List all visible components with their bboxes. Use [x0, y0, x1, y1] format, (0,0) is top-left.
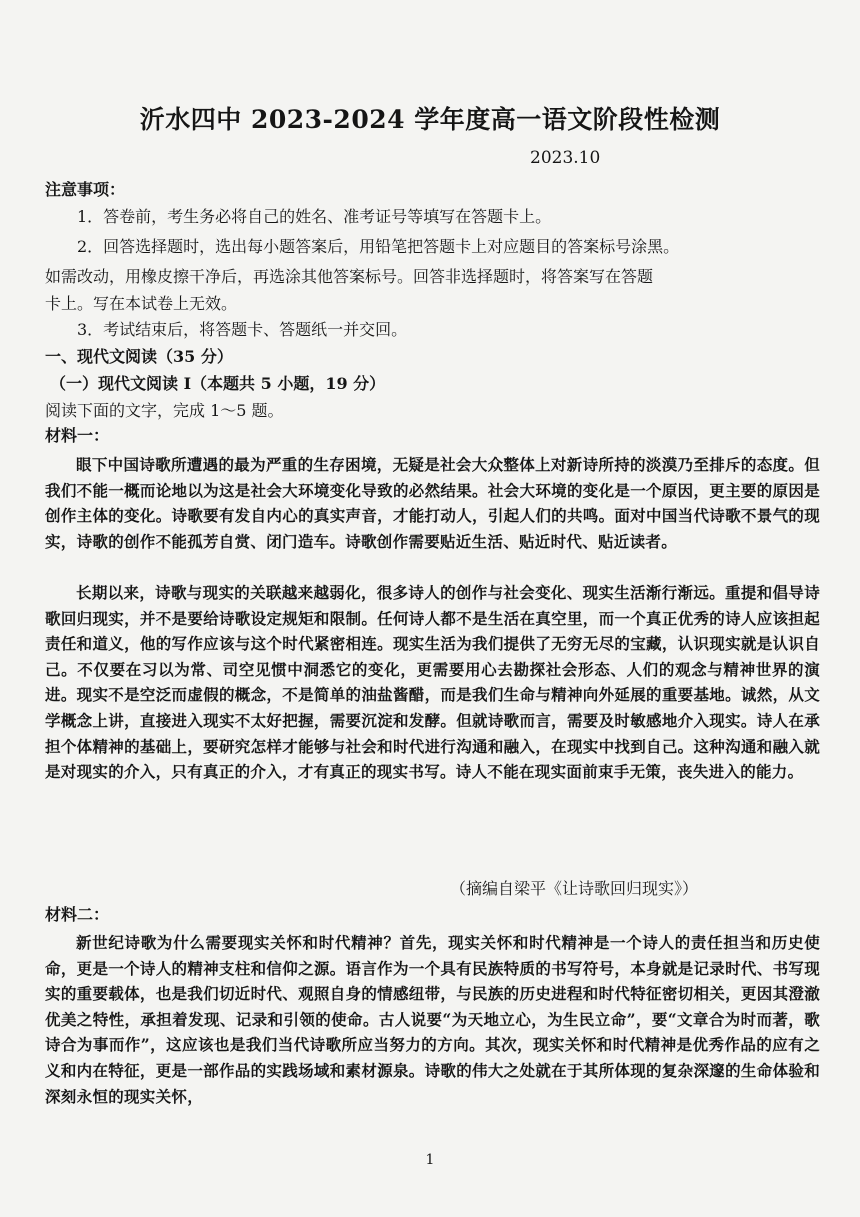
subsection-heading: （一）现代文阅读 I（本题共 5 小题，19 分）	[50, 374, 386, 393]
notes-item-2: 2．回答选择题时，选出每小题答案后，用铅笔把答题卡上对应题目的答案标号涂黑。	[77, 237, 680, 256]
material2-paragraph-1: 新世纪诗歌为什么需要现实关怀和时代精神？首先，现实关怀和时代精神是一个诗人的责任担当和历史使命，更是一个诗人的精神支柱和信仰之源。语言作为一个具有民族特质的书写符号，本身就是记录时代、书写现实的重要载体，也是我们切近时代、观照自身的情感纽带，与民族的历史进程和时代特征密切相关，更因其澄澈优美之特性，承担着发现、记录和引领的使命。古人说要“为天地立心，为生民立命”，要“文章合为时而著，歌诗合为事而作”，这应该也是我们当代诗歌所应当努力的方向。其次，现实关怀和时代精神是优秀作品的应有之义和内在特征，更是一部作品的实践场域和素材源泉。诗歌的伟大之处就在于其所体现的复杂深邃的生命体验和深刻永恒的现实关怀，	[45, 933, 820, 1106]
material1-paragraph-2: 长期以来，诗歌与现实的关联越来越弱化，很多诗人的创作与社会变化、现实生活渐行渐远。重提和倡导诗歌回归现实，并不是要给诗歌设定规矩和限制。任何诗人都不是生活在真空里，而一个真正优秀的诗人应该担起责任和道义，他的写作应该与这个时代紧密相连。现实生活为我们提供了无穷无尽的宝藏，认识现实就是认识自己。不仅要在习以为常、司空见惯中洞悉它的变化，更需要用心去勘探社会形态、人们的观念与精神世界的演进。现实不是空泛而虚假的概念，不是简单的油盐酱醋，而是我们生命与精神向外延展的重要基地。诚然，从文学概念上讲，直接进入现实不太好把握，需要沉淀和发酵。但就诗歌而言，需要及时敏感地介入现实。诗人在承担个体精神的基础上，要研究怎样才能够与社会和时代进行沟通和融入，在现实中找到自己。这种沟通和融入就是对现实的介入，只有真正的介入，才有真正的现实书写。诗人不能在现实面前束手无策，丧失进入的能力。	[45, 583, 820, 782]
material2-label: 材料二：	[45, 905, 110, 924]
material1-source: （摘编自梁平《让诗歌回归现实》）	[450, 879, 699, 898]
material1-paragraph-1: 眼下中国诗歌所遭遇的最为严重的生存困境，无疑是社会大众整体上对新诗所持的淡漠乃至排斥的态度。但我们不能一概而论地以为这是社会大环境变化导致的必然结果。社会大环境的变化是一个原因，更主要的原因是创作主体的变化。诗歌要有发自内心的真实声音，才能打动人，引起人们的共鸣。面对中国当代诗歌不景气的现实，诗歌的创作不能孤芳自赏、闭门造车。诗歌创作需要贴近生活、贴近时代、贴近读者。	[45, 455, 820, 551]
notes-item-1: 1．答卷前，考生务必将自己的姓名、准考证号等填写在答题卡上。	[77, 207, 552, 226]
notes-item-3: 3．考试结束后，将答题卡、答题纸一并交回。	[77, 320, 408, 339]
section-heading: 一、现代文阅读（35 分）	[45, 347, 233, 366]
material1-label: 材料一：	[45, 426, 110, 445]
exam-title: 沂水四中 2023-2024 学年度高一语文阶段性检测	[139, 105, 721, 134]
notes-heading: 注意事项：	[45, 180, 126, 199]
notes-item-2-end: 卡上。写在本试卷上无效。	[45, 294, 238, 313]
reading-instruction: 阅读下面的文字，完成 1～5 题。	[45, 401, 284, 420]
exam-date: 2023.10	[530, 148, 601, 168]
page-number: 1	[425, 1152, 435, 1168]
notes-item-2-cont: 如需改动，用橡皮擦干净后，再选涂其他答案标号。回答非选择题时，将答案写在答题	[45, 267, 654, 286]
